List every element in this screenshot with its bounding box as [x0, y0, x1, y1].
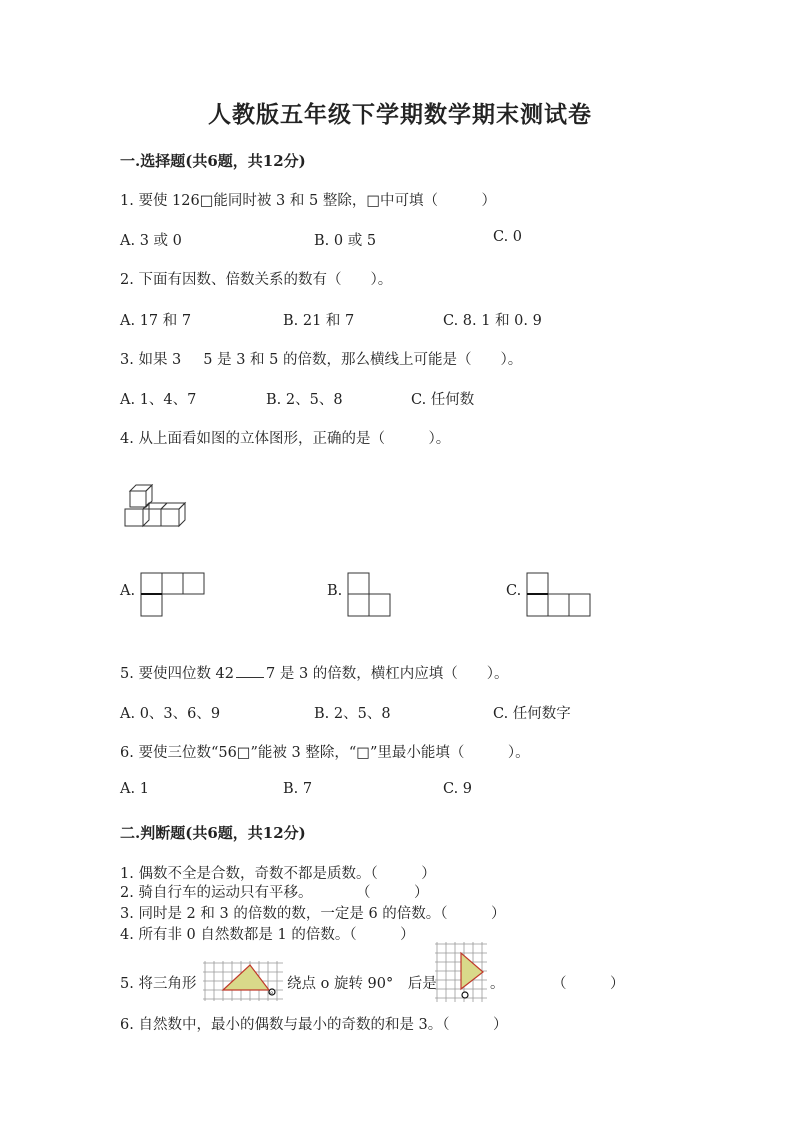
q5-blank-line: [236, 676, 264, 678]
question-5: [120, 662, 509, 683]
q6-option-b: B. 7: [283, 781, 313, 797]
q2-option-c: C. 8. 1 和 0. 9: [443, 313, 542, 329]
q3-option-b: B. 2、5、8: [266, 392, 343, 408]
judgement-5-answer-paren: （ ）: [552, 976, 625, 992]
q5-option-a: A. 0、3、6、9: [120, 706, 221, 722]
q5-text-start: 5. 要使四位数 42: [120, 666, 235, 682]
question-2: 2. 下面有因数、倍数关系的数有（ ）。: [120, 272, 393, 288]
question-1: 1. 要使 126□能同时被 3 和 5 整除，□中可填（ ）: [120, 193, 497, 209]
q3-text-end: 5 是 3 和 5 的倍数，那么横线上可能是（ ）。: [203, 352, 523, 368]
q5-option-c: C. 任何数字: [493, 706, 571, 722]
judgement-4: 4. 所有非 0 自然数都是 1 的倍数。（ ）: [120, 927, 415, 943]
section-heading-judgement: 二.判断题(共6题，共12分): [120, 824, 306, 842]
judgement-6: 6. 自然数中，最小的偶数与最小的奇数的和是 3。（ ）: [120, 1017, 508, 1033]
rotation-point-label: o: [270, 991, 274, 996]
q1-option-a: A. 3 或 0: [120, 233, 182, 249]
section-heading-choice: 一.选择题(共6题，共12分): [120, 152, 306, 170]
judgement-5-middle: 绕点 o 旋转 90° 后是: [287, 976, 437, 992]
judgement-2: 2. 骑自行车的运动只有平移。 （ ）: [120, 885, 429, 901]
q6-option-c: C. 9: [443, 781, 473, 797]
rotated-triangle-grid-figure: [435, 942, 489, 1004]
q1-option-c: C. 0: [493, 229, 523, 245]
q3-option-a: A. 1、4、7: [120, 392, 197, 408]
page-title: 人教版五年级下学期数学期末测试卷: [208, 101, 592, 128]
question-6: 6. 要使三位数“56□”能被 3 整除，“□”里最小能填（ ）。: [120, 745, 530, 761]
q4-option-a-shape: [140, 572, 207, 618]
q4-option-b: B.: [327, 583, 343, 599]
q3-text-start: 3. 如果 3: [120, 352, 182, 368]
q4-option-c: C.: [506, 583, 522, 599]
judgement-5-prefix: 5. 将三角形: [120, 976, 197, 992]
q5-text-end: 7 是 3 的倍数，横杠内应填（ ）。: [266, 666, 509, 682]
question-3: [120, 348, 522, 369]
cube-figure: [122, 484, 188, 528]
q6-option-a: A. 1: [120, 781, 149, 797]
q1-option-b: B. 0 或 5: [314, 233, 377, 249]
q4-option-c-shape: [526, 572, 593, 618]
q2-option-b: B. 21 和 7: [283, 313, 355, 329]
q4-option-a: A.: [120, 583, 136, 599]
question-4: 4. 从上面看如图的立体图形，正确的是（ ）。: [120, 431, 451, 447]
judgement-3: 3. 同时是 2 和 3 的倍数的数，一定是 6 的倍数。（ ）: [120, 906, 506, 922]
triangle-grid-figure: [203, 961, 285, 1003]
judgement-1: 1. 偶数不全是合数，奇数不都是质数。（ ）: [120, 866, 436, 882]
q4-option-b-shape: [347, 572, 393, 618]
q2-option-a: A. 17 和 7: [120, 313, 192, 329]
q5-option-b: B. 2、5、8: [314, 706, 391, 722]
judgement-5-suffix: 。: [490, 976, 505, 992]
q3-option-c: C. 任何数: [411, 392, 475, 408]
